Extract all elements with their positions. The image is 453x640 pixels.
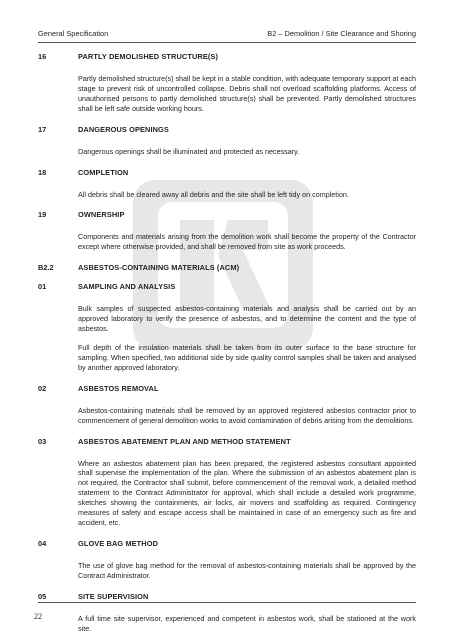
clause-17 — [38, 125, 416, 147]
header-right-text: B2 – Demolition / Site Clearance and Shoring — [267, 29, 416, 38]
clause-title: ASBESTOS REMOVAL — [78, 383, 159, 393]
clause-paragraph: The use of glove bag method for the removal of asbestos-containing materials shall be approved by the Contract Administrator. — [78, 560, 416, 580]
clause-title: DANGEROUS OPENINGS — [78, 124, 169, 134]
clause-paragraph: A full time site supervisor, experienced and competent in asbestos work, shall be stationed at the work site. — [78, 613, 416, 633]
clause-paragraph: Bulk samples of suspected asbestos-containing materials and analysis shall be carried out by an approved laboratory to verify the presence of asbestos, and to determine the content and the type of asbestos. — [78, 304, 416, 334]
clause-paragraph: Where an asbestos abatement plan has been prepared, the registered asbestos consultant appointed shall supervise the implementation of the plan. Where the submission of an asbestos abatement plan is not required, the Contractor shall submit, before commencement of the removal work, a detailed method statement to the Contract Administrator for approval, which shall include a detailed work programme, sketches showing the containments, air locks, air movers and scaffolding as required. Contingency measures of safety and escape access shall be maintained in case of an emergency such as fire and accident, etc. — [78, 458, 416, 527]
clause-number: 19 — [38, 210, 47, 220]
clause-number: 03 — [38, 436, 47, 446]
clause-title: GLOVE BAG METHOD — [78, 538, 159, 548]
page-number: 22 — [34, 612, 42, 621]
clause-title: OWNERSHIP — [78, 210, 125, 220]
header-rule — [38, 42, 416, 43]
clause-number: 18 — [38, 167, 47, 177]
clause-number: 04 — [38, 538, 47, 548]
section-number: B2.2 — [38, 263, 54, 273]
header-left-text: General Specification — [38, 29, 109, 38]
clause-04 — [38, 539, 416, 561]
document-body — [38, 52, 416, 633]
clause-title: PARTLY DEMOLISHED STRUCTURE(S) — [78, 52, 219, 61]
page-header — [38, 26, 416, 41]
clause-01 — [38, 282, 416, 304]
clause-03 — [38, 437, 416, 459]
clause-number: 16 — [38, 52, 47, 61]
clause-number: 02 — [38, 383, 47, 393]
footer-rule — [38, 602, 416, 603]
clause-number: 05 — [38, 591, 47, 601]
clause-title: COMPLETION — [78, 167, 129, 177]
clause-paragraph: Dangerous openings shall be illuminated and protected as necessary. — [78, 146, 300, 156]
clause-title: SITE SUPERVISION — [78, 591, 149, 601]
clause-title: ASBESTOS ABATEMENT PLAN AND METHOD STATEMENT — [78, 436, 291, 446]
clause-02 — [38, 384, 416, 406]
clause-18 — [38, 168, 416, 190]
clause-paragraph: Full depth of the insulation materials shall be taken from its outer surface to the base structure for sampling. When specified, two additional side by side quality control samples shall be taken and analysed by another approved laboratory. — [78, 342, 416, 372]
clause-number: 01 — [38, 282, 47, 292]
clause-number: 17 — [38, 124, 47, 134]
section-title: ASBESTOS-CONTAINING MATERIALS (ACM) — [78, 263, 240, 273]
clause-paragraph: Asbestos-containing materials shall be removed by an approved registered asbestos contractor prior to commencement of general demolition works to avoid contamination of debris arising from the demolitions. — [78, 405, 416, 425]
clause-paragraph: All debris shall be cleared away all debris and the site shall be left tidy on completion. — [78, 189, 349, 199]
section-b2-2 — [38, 263, 416, 282]
clause-title: SAMPLING AND ANALYSIS — [78, 282, 176, 292]
clause-paragraph: Partly demolished structure(s) shall be kept in a stable condition, with adequate temporary support at each stage to prevent risk of uncontrolled collapse. Debris shall not overload scaffolding platforms. Access of unauthorised persons to partly demolished structure(s) shall be prevented. Partly demolished structures shall be left safe outside working hours. — [78, 74, 416, 113]
clause-16 — [38, 52, 416, 74]
clause-19 — [38, 210, 416, 232]
clause-paragraph: Components and materials arising from the demolition work shall become the property of the Contractor except where otherwise provided, and shall be removed from site as work proceeds. — [78, 232, 416, 252]
